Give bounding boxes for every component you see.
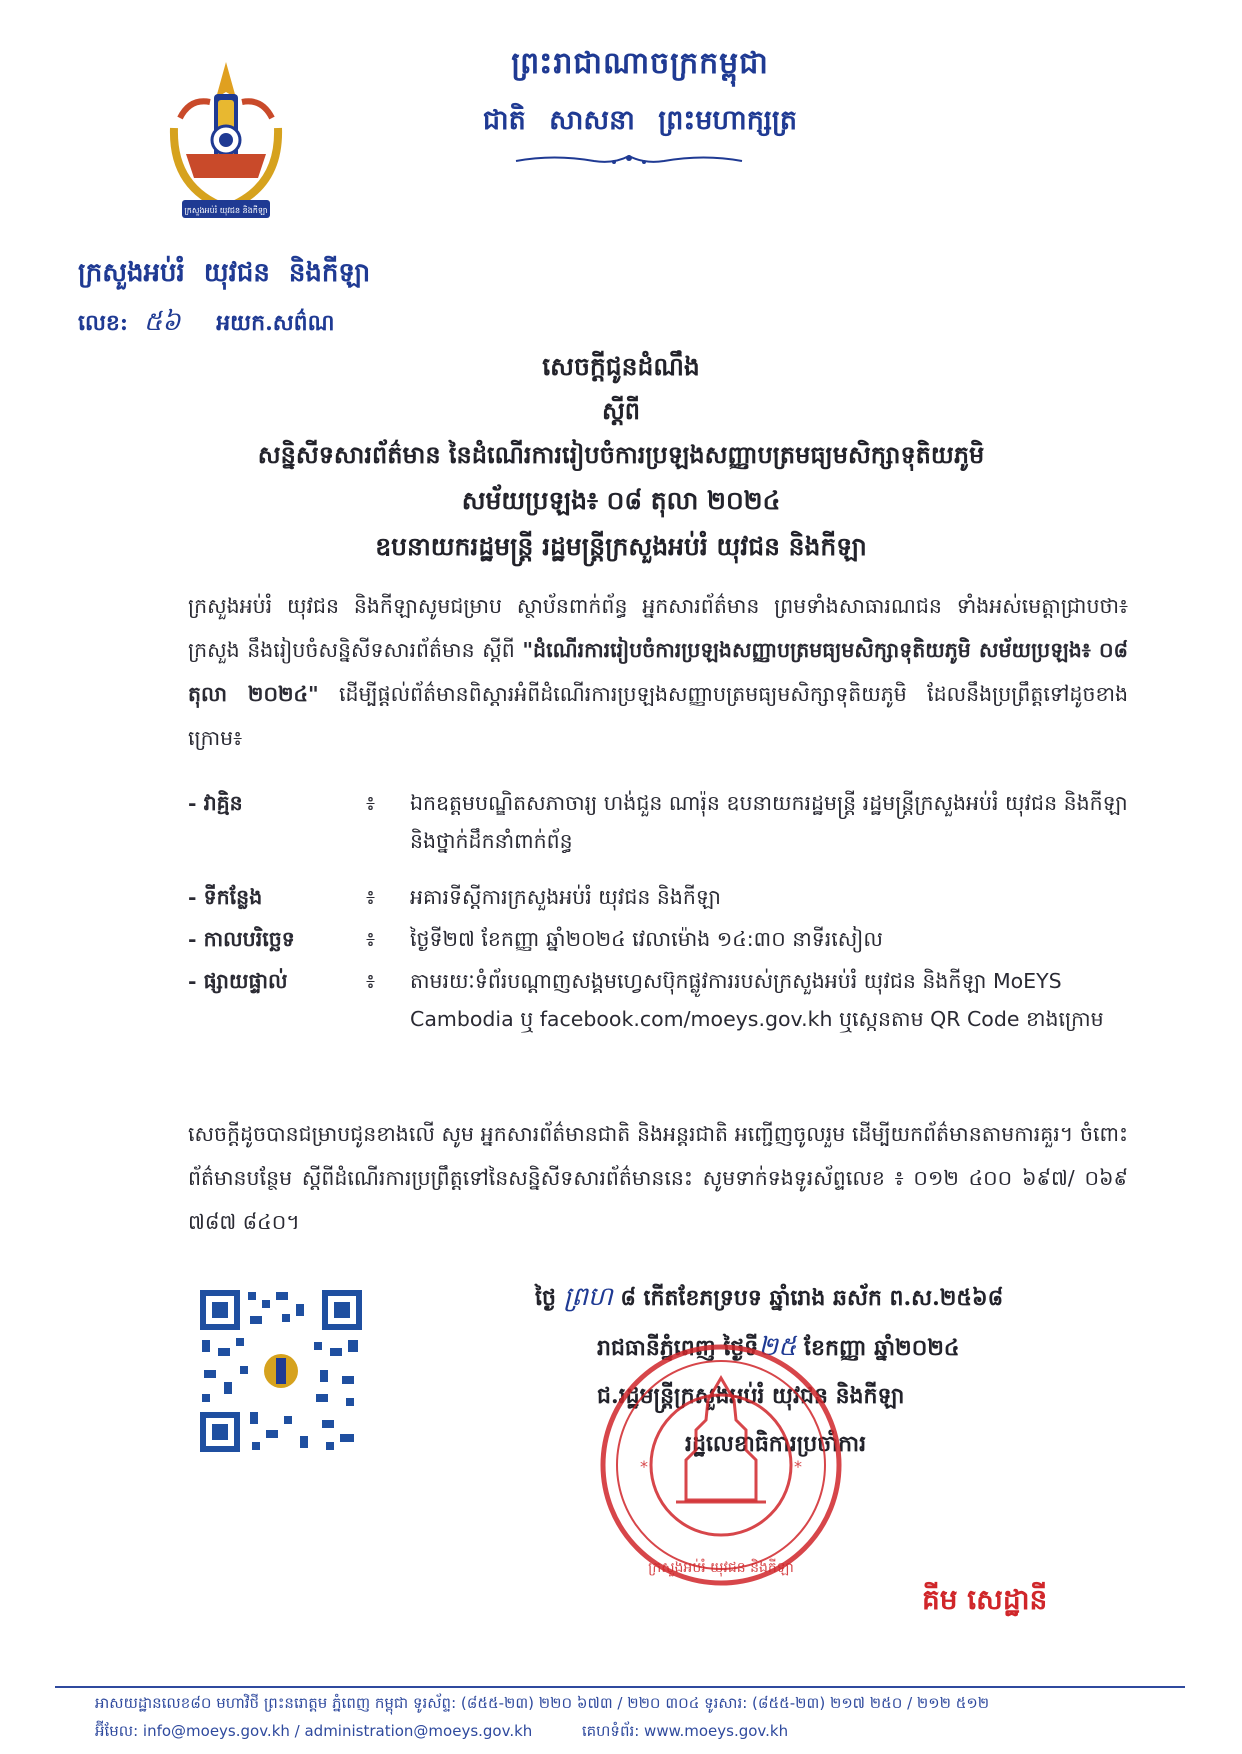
footer-email[interactable]: អ៊ីមែល: info@moeys.gov.kh / administration@moeys.gov.kh <box>95 1722 533 1740</box>
footer-website[interactable]: គេហទំព័រ: www.moeys.gov.kh <box>581 1722 789 1740</box>
detail-label: - ទីកន្លែង <box>188 885 263 909</box>
notice-session: សម័យប្រឡង៖ ០៨ តុលា ២០២៤ <box>461 486 781 515</box>
lunar-handwritten: ព្រហ <box>563 1282 613 1312</box>
solar-prefix: រាជធានីភ្នំពេញ ថ្ងៃទី <box>597 1335 759 1361</box>
intro-paragraph <box>188 584 1128 760</box>
closing-paragraph: សេចក្តីដូចបានជម្រាបជូនខាងលើ សូម អ្នកសារព័ត៌មានជាតិ និងអន្តរជាតិ អញ្ជើញចូលរួម ដើម្បីយកព័ត៌មានតាមការគួរ។ ចំពោះព័ត៌មានបន្ថែម ស្តីពីដំណើរការប្រព្រឹត្តទៅនៃសន្និសីទសារព័ត៌មាននេះ សូមទាក់ទងទូរស័ព្ទលេខ ៖ ០១២ ៤០០ ៦៩៧/ ០៦៩ ៧៨៧ ៨៤០។ <box>188 1122 1128 1234</box>
solar-rest: ខែកញ្ញា ឆ្នាំ២០២៤ <box>796 1335 960 1361</box>
detail-colon: ៖ <box>366 791 376 815</box>
detail-value: ឯកឧត្តមបណ្ឌិតសភាចារ្យ ហង់ជួន ណារ៉ុន ឧបនាយករដ្ឋមន្ត្រី រដ្ឋមន្ត្រីក្រសួងអប់រំ យុវជន និងកីឡា និងថ្នាក់ដឹកនាំពាក់ព័ន្ធ <box>410 791 1128 853</box>
signer-name: គីម សេដ្ឋានី <box>922 1583 1048 1616</box>
detail-label: - ផ្សាយផ្ទាល់ <box>188 969 288 993</box>
national-motto: ជាតិ សាសនា ព្រះមហាក្សត្រ <box>482 105 798 136</box>
intro-text-a: ក្រសួងអប់រំ យុវជន និងកីឡាសូមជម្រាប ស្ថាប័នពាក់ព័ន្ធ អ្នកសារព័ត៌មាន ព្រមទាំងសាធារណជន ទាំងអស់មេត្តាជ្រាបថា៖ ក្រសួង នឹងរៀបចំសន្និសីទសារព័ត៌មាន ស្តីពី <box>188 594 1128 662</box>
detail-speaker <box>188 784 1138 862</box>
kingdom-title: ព្រះរាជាណាចក្រកម្ពុជា <box>511 46 769 81</box>
notice-speaker-title: ឧបនាយករដ្ឋមន្ត្រី រដ្ឋមន្ត្រីក្រសួងអប់រំ យុវជន និងកីឡា <box>375 532 867 561</box>
qr-code[interactable] <box>196 1286 366 1456</box>
detail-value: អគារទីស្តីការក្រសួងអប់រំ យុវជន និងកីឡា <box>410 885 721 909</box>
detail-value: តាមរយៈទំព័របណ្តាញសង្គមហ្វេសប៊ុកផ្លូវការរបស់ក្រសួងអប់រំ យុវជន និងកីឡា MoEYS Cambodia ឬ facebook.com/moeys.gov.kh ឬស្កេនតាម QR Code ខាងក្រោម <box>410 969 1104 1031</box>
intro-text-bold: "ដំណើរការរៀបចំការប្រឡងសញ្ញាបត្រមធ្យមសិក្សាទុតិយភូមិ សម័យប្រឡង៖ ០៨ តុលា ២០២៤" <box>188 638 1128 706</box>
ornament-divider <box>514 150 744 172</box>
intro-text-c: ដើម្បីផ្តល់ព័ត៌មានពិស្តារអំពីដំណើរការប្រឡងសញ្ញាបត្រមធ្យមសិក្សាទុតិយភូមិ ដែលនឹងប្រព្រឹត្តទៅដូចខាងក្រោម៖ <box>188 682 1128 750</box>
notice-subject: សន្និសីទសារព័ត៌មាន នៃដំណើរការរៀបចំការប្រឡងសញ្ញាបត្រមធ្យមសិក្សាទុតិយភូមិ <box>257 440 985 469</box>
detail-colon: ៖ <box>366 969 376 993</box>
detail-date <box>188 920 1138 960</box>
lunar-prefix: ថ្ងៃ <box>535 1285 556 1311</box>
footer-address: អាសយដ្ឋានលេខ៨០ មហាវិថី ព្រះនរោត្តម ភ្នំពេញ កម្ពុជា ទូរស័ព្ទ: (៨៥៥-២៣) ២២០ ៦៧៣ / ២២០ ៣០៤ ទូរសារ: (៨៥៥-២៣) ២១៧ ២៥០ / ២១២ ៥១២ <box>95 1694 990 1712</box>
lunar-date <box>535 1280 1003 1318</box>
ministry-name: ក្រសួងអប់រំ យុវជន និងកីឡា <box>78 258 371 288</box>
seal-text: ក្រសួងអប់រំ យុវជន និងកីឡា <box>648 1560 794 1576</box>
ref-label: លេខ: <box>78 310 129 336</box>
detail-value: ថ្ងៃទី២៧ ខែកញ្ញា ឆ្នាំ២០២៤ វេលាម៉ោង ១៤:៣០ នាទីរសៀល <box>410 927 883 951</box>
svg-text:*: * <box>794 1457 802 1476</box>
ministry-emblem-logo <box>166 58 286 228</box>
svg-text:*: * <box>640 1457 648 1476</box>
detail-label: - វាគ្មិន <box>188 791 243 815</box>
solar-handwritten: ២៥ <box>758 1332 797 1362</box>
lunar-rest: ៨ កើតខែភទ្របទ ឆ្នាំរោង ឆស័ក ព.ស.២៥៦៨ <box>620 1285 1004 1311</box>
footer-contacts <box>95 1722 1195 1744</box>
ref-suffix: អយក.សព៌ណ <box>216 310 335 336</box>
ref-number-handwritten: ៥៦ <box>143 307 181 337</box>
detail-colon: ៖ <box>366 927 376 951</box>
detail-venue <box>188 878 1138 918</box>
notice-about: ស្តីពី <box>601 396 641 425</box>
reference-number <box>78 305 335 343</box>
signer-role: រដ្ឋលេខាធិការប្រចាំការ <box>685 1431 867 1457</box>
notice-title: សេចក្តីជូនដំណឹង <box>542 352 700 381</box>
detail-livestream <box>188 962 1138 1082</box>
detail-colon: ៖ <box>366 885 376 909</box>
footer-divider <box>55 1686 1185 1688</box>
official-seal-stamp <box>596 1340 846 1590</box>
emblem-caption: ក្រសួងអប់រំ យុវជន និងកីឡា <box>184 206 268 215</box>
detail-label: - កាលបរិច្ឆេទ <box>188 927 295 951</box>
signer-position: ជ.រដ្ឋមន្ត្រីក្រសួងអប់រំ យុវជន និងកីឡា <box>597 1383 905 1409</box>
